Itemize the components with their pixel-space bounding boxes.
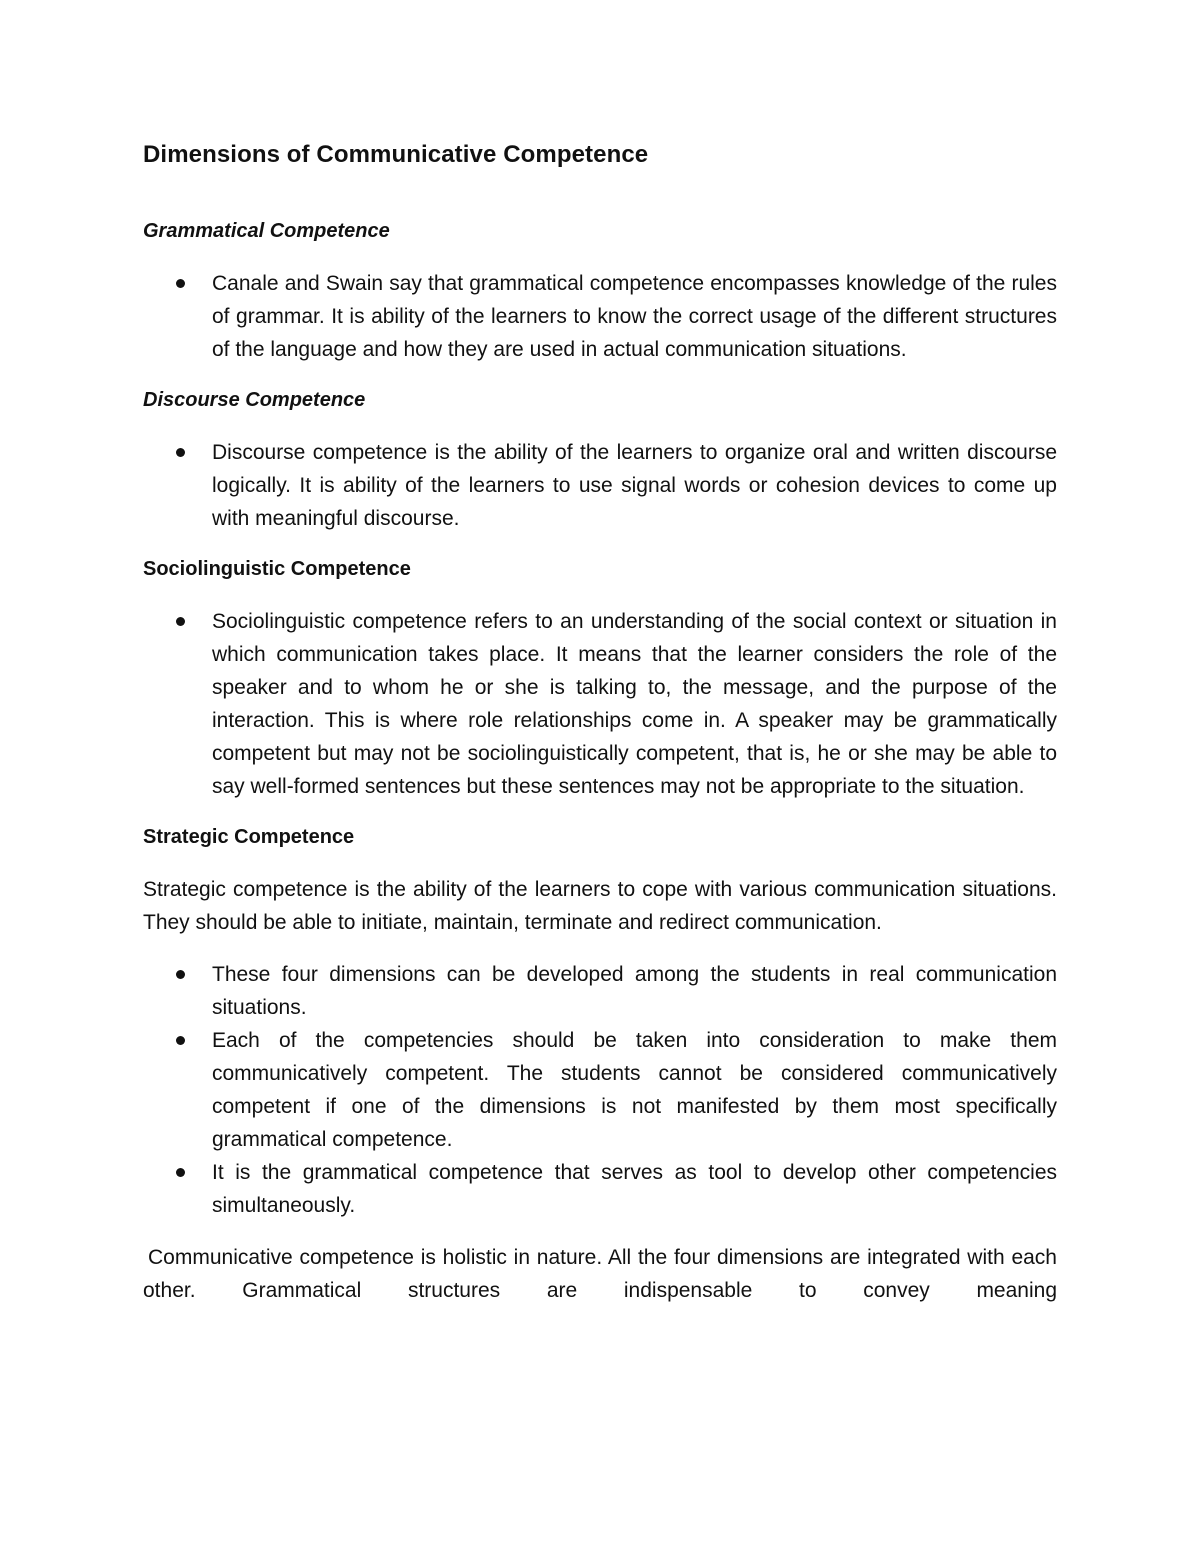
bullet-icon: [176, 279, 185, 288]
list-item: [143, 436, 1057, 535]
bullet-icon: [176, 1036, 185, 1045]
section-grammatical: [143, 216, 1057, 366]
bullet-list-grammatical: [143, 267, 1057, 366]
closing-paragraph: Communicative competence is holistic in nature. All the four dimensions are integrated with each other. Grammatical structures are indispensable to convey meaning: [143, 1246, 1057, 1302]
bullet-icon: [176, 617, 185, 626]
section-discourse: [143, 385, 1057, 535]
document-page: [143, 138, 1057, 1307]
page-title: Dimensions of Communicative Competence: [143, 141, 649, 168]
list-item-text: Sociolinguistic competence refers to an understanding of the social context or situation in which communication takes place. It means that the learner considers the role of the speaker and to whom he or she is talking to, the message, and the purpose of the interaction. This is where role relationships come in. A speaker may be grammatically competent but may not be sociolinguistically competent, that is, he or she may be able to say well-formed sentences but these sentences may not be appropriate to the situation.: [212, 610, 1057, 798]
section-strategic: [143, 822, 1057, 1222]
bullet-list-sociolinguistic: [143, 605, 1057, 803]
list-item-text: Each of the competencies should be taken into consideration to make them communicatively competent. The students cannot be considered communicatively competent if one of the dimensions is not manifested by them most specifically grammatical competence.: [212, 1029, 1057, 1151]
bullet-icon: [176, 970, 185, 979]
bullet-list-discourse: [143, 436, 1057, 535]
list-item-text: Discourse competence is the ability of the learners to organize oral and written discourse logically. It is ability of the learners to use signal words or cohesion devices to come up with meaningful discourse.: [212, 441, 1057, 530]
section-heading-sociolinguistic: Sociolinguistic Competence: [143, 558, 411, 580]
list-item: [143, 605, 1057, 803]
section-sociolinguistic: [143, 554, 1057, 803]
list-item: [143, 1024, 1057, 1156]
list-item: [143, 1156, 1057, 1222]
list-item-text: These four dimensions can be developed among the students in real communication situations.: [212, 963, 1057, 1019]
bullet-icon: [176, 1168, 185, 1177]
section-heading-grammatical: Grammatical Competence: [143, 220, 390, 242]
section-paragraph-strategic: Strategic competence is the ability of the learners to cope with various communication situations. They should be able to initiate, maintain, terminate and redirect communication.: [143, 878, 1057, 934]
list-item: [143, 267, 1057, 366]
list-item-text: It is the grammatical competence that serves as tool to develop other competencies simultaneously.: [212, 1161, 1057, 1217]
bullet-icon: [176, 448, 185, 457]
section-heading-strategic: Strategic Competence: [143, 826, 355, 848]
section-heading-discourse: Discourse Competence: [143, 389, 366, 411]
list-item-text: Canale and Swain say that grammatical competence encompasses knowledge of the rules of grammar. It is ability of the learners to know the correct usage of the different structures of the language and how they are used in actual communication situations.: [212, 272, 1057, 361]
bullet-list-strategic: [143, 958, 1057, 1222]
list-item: [143, 958, 1057, 1024]
